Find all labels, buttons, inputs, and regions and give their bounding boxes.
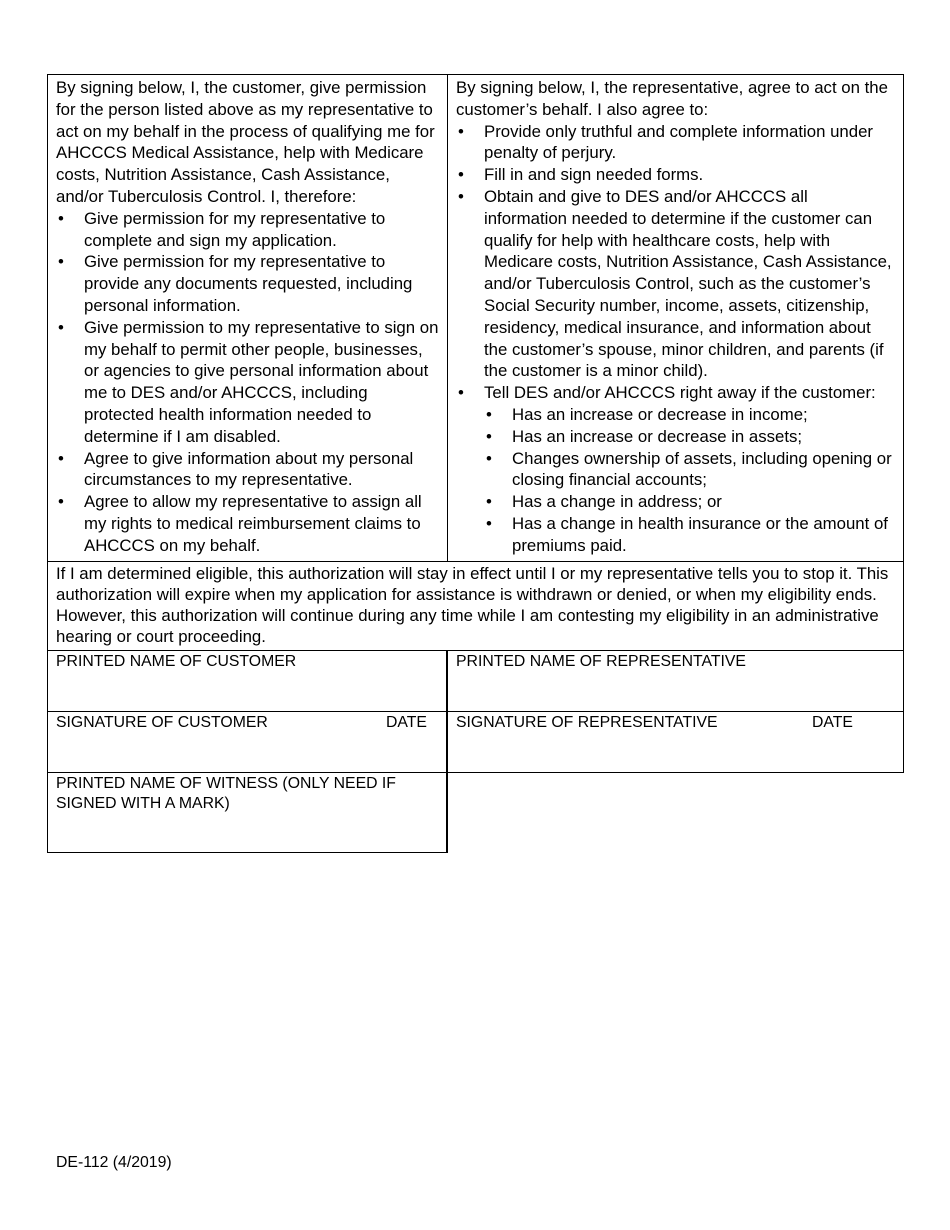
customer-permission-list	[56, 208, 439, 557]
list-item-text: Tell DES and/or AHCCCS right away if the customer:	[484, 383, 876, 403]
signature-customer-field[interactable]	[48, 712, 448, 772]
printed-name-representative-field[interactable]	[448, 651, 903, 711]
representative-duty-list	[456, 121, 895, 557]
list-item: • Give permission for my representative to complete and sign my application.	[56, 208, 439, 252]
list-item: • Agree to allow my representative to assign all my rights to medical reimbursement claims to AHCCCS on my behalf.	[56, 491, 439, 556]
list-item: • Obtain and give to DES and/or AHCCCS all information needed to determine if the customer can qualify for help with healthcare costs, help with Medicare costs, Nutrition Assistance, Cash Assistance, and/or Tuberculosis Control, such as the customer’s Social Security number, income, assets, citizenship, residency, medical insurance, and information about the customer’s spouse, minor children, and parents (if the customer is a minor child).	[456, 186, 895, 382]
sub-list-item: • Has an increase or decrease in income;	[484, 404, 895, 426]
field-label: PRINTED NAME OF WITNESS (ONLY NEED IF SIGNED WITH A MARK)	[56, 774, 396, 812]
signature-representative-field[interactable]	[448, 712, 903, 772]
field-label: PRINTED NAME OF CUSTOMER	[56, 652, 297, 670]
printed-names-row	[47, 651, 904, 712]
list-item: • Fill in and sign needed forms.	[456, 164, 895, 186]
field-label: SIGNATURE OF REPRESENTATIVE	[456, 713, 718, 731]
agreement-table	[47, 74, 904, 561]
printed-name-witness-field[interactable]	[47, 773, 448, 853]
representative-authorization-form	[47, 74, 904, 853]
sub-list-item: • Has an increase or decrease in assets;	[484, 426, 895, 448]
list-item: • Give permission to my representative to sign on my behalf to permit other people, businesses, or agencies to give personal information about me to DES and/or AHCCCS, including protected health information needed to determine if I am disabled.	[56, 317, 439, 448]
field-label: PRINTED NAME OF REPRESENTATIVE	[456, 652, 746, 670]
customer-agreement-column	[48, 75, 448, 561]
list-item	[456, 382, 895, 556]
authorization-duration-text: If I am determined eligible, this authorization will stay in effect until I or my representative tells you to stop it. This authorization will expire when my application for assistance is withdrawn or denied, or when my eligibility ends. However, this authorization will continue during any time while I am contesting my eligibility in an administrative hearing or court proceeding.	[47, 561, 904, 651]
sub-list-item: • Has a change in health insurance or the amount of premiums paid.	[484, 513, 895, 557]
form-id: DE-112 (4/2019)	[56, 1154, 172, 1171]
customer-date-label: DATE	[386, 713, 427, 731]
field-label: SIGNATURE OF CUSTOMER	[56, 713, 268, 731]
representative-intro: By signing below, I, the representative, agree to act on the customer’s behalf. I also agree to:	[456, 78, 888, 119]
signatures-row	[47, 712, 904, 773]
representative-date-label: DATE	[812, 713, 853, 731]
representative-agreement-column	[448, 75, 903, 561]
list-item: • Give permission for my representative to provide any documents requested, including personal information.	[56, 251, 439, 316]
customer-intro: By signing below, I, the customer, give permission for the person listed above as my representative to act on my behalf in the process of qualifying me for AHCCCS Medical Assistance, help with Medicare costs, Nutrition Assistance, Cash Assistance, and/or Tuberculosis Control. I, therefore:	[56, 78, 435, 206]
sub-list-item: • Changes ownership of assets, including opening or closing financial accounts;	[484, 448, 895, 492]
witness-row	[47, 773, 904, 853]
printed-name-customer-field[interactable]	[48, 651, 448, 711]
list-item: • Provide only truthful and complete information under penalty of perjury.	[456, 121, 895, 165]
change-reporting-list	[484, 404, 895, 557]
list-item: • Agree to give information about my personal circumstances to my representative.	[56, 448, 439, 492]
sub-list-item: • Has a change in address; or	[484, 491, 895, 513]
